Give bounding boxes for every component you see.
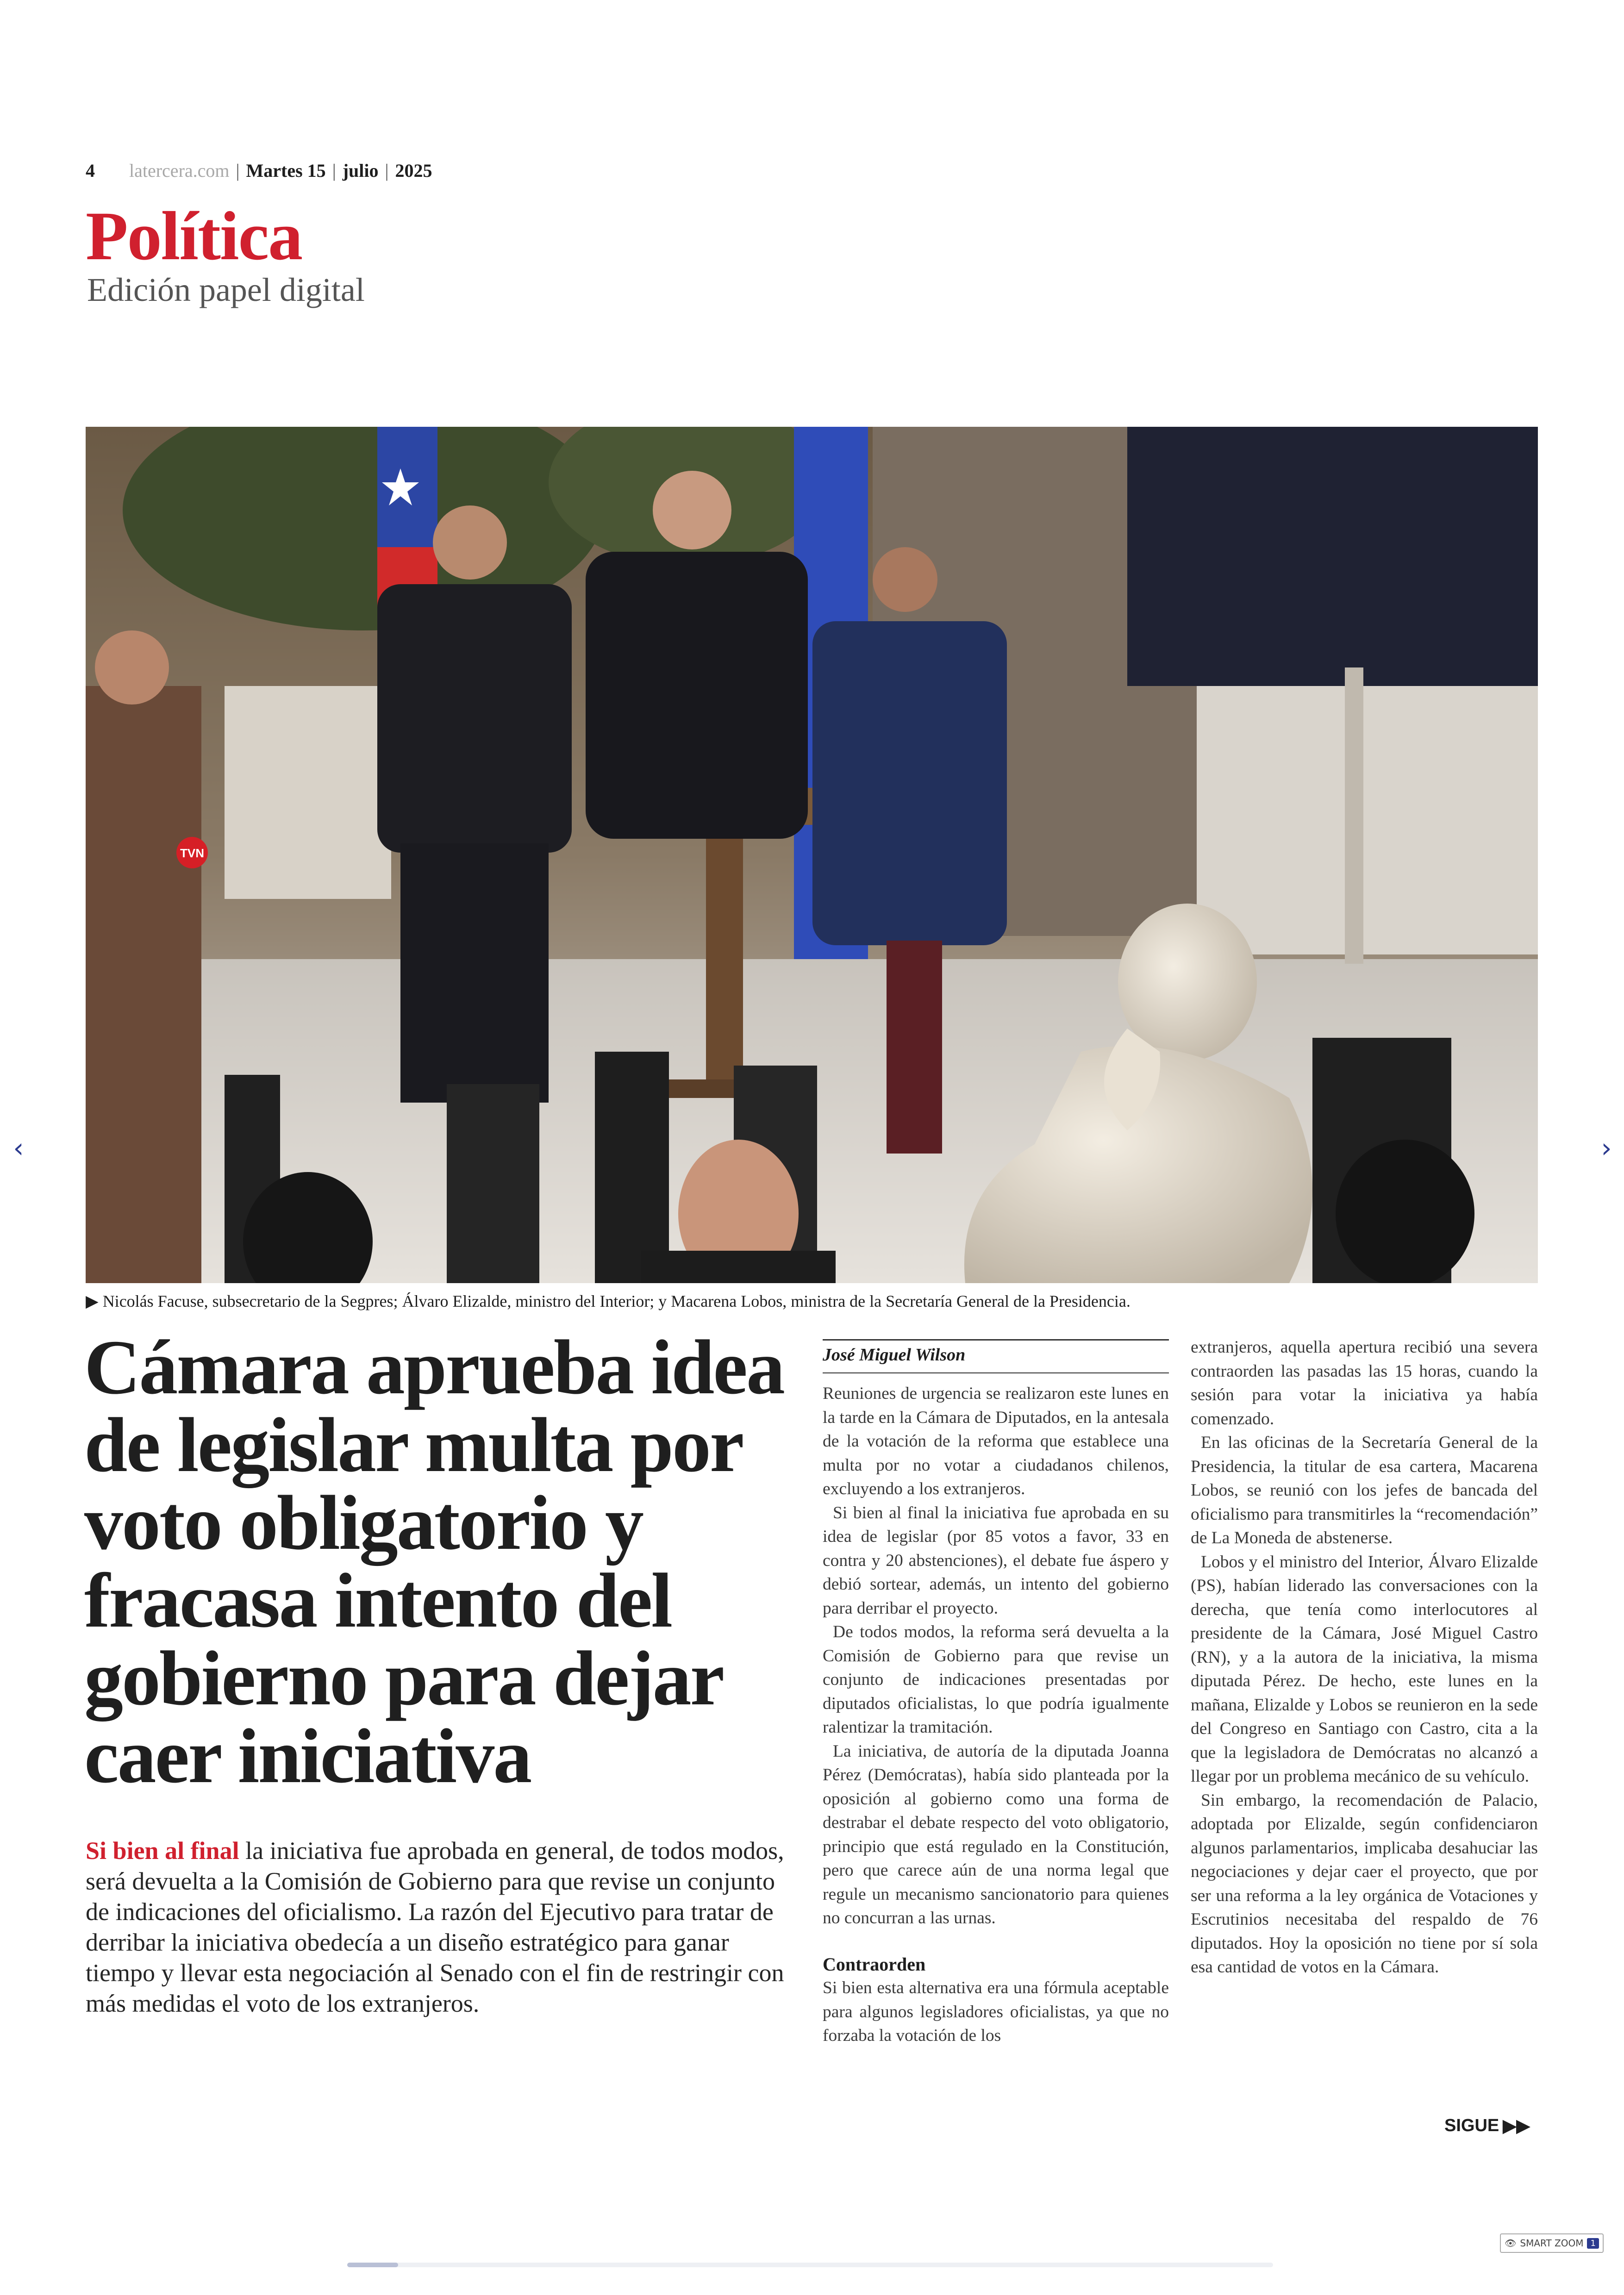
site-name: latercera.com xyxy=(129,160,230,181)
lead-paragraph xyxy=(86,1835,794,2019)
body-paragraph: La iniciativa, de autoría de la diputada Joanna Pérez (Demócratas), había sido planteada por la oposición al gobierno como una forma de destrabar el debate respecto del voto obligatorio, principio que está regulado en la Constitución, pero que carece aún de una norma legal que regule un mecanismo sancionatorio para quienes no concurran a las urnas. xyxy=(823,1741,1169,1927)
page-badge: 1 xyxy=(1587,2238,1599,2249)
smart-zoom-label: SMART ZOOM xyxy=(1520,2238,1584,2249)
photo-caption xyxy=(86,1291,1538,1311)
byline: José Miguel Wilson xyxy=(823,1345,966,1365)
continue-link[interactable] xyxy=(1444,2115,1530,2136)
article-photo xyxy=(86,427,1538,1283)
double-arrow-icon: ▶▶ xyxy=(1503,2116,1530,2136)
article-column-2 xyxy=(1191,1335,1538,1979)
date-month: julio xyxy=(342,160,379,181)
continue-label: SIGUE xyxy=(1444,2116,1499,2135)
body-paragraph: Si bien al final la iniciativa fue aprobada en su idea de legislar (por 85 votos a favor, 33 en contra y 20 abstenciones), el debate fue áspero y debió sortear, además, un intento del gobierno para derribar el proyecto. xyxy=(823,1503,1169,1618)
smart-zoom-button[interactable] xyxy=(1500,2233,1604,2253)
divider: | xyxy=(236,160,240,181)
caption-text: Nicolás Facuse, subsecretario de la Segpres; Álvaro Elizalde, ministro del Interior; y Macarena Lobos, ministra de la Secretaría General de la Presidencia. xyxy=(102,1292,1131,1310)
page-number: 4 xyxy=(86,160,95,181)
next-page-button[interactable] xyxy=(1593,1129,1620,1166)
lead-kicker: Si bien al final xyxy=(86,1837,239,1865)
date-year: 2025 xyxy=(395,160,432,181)
body-paragraph: Sin embargo, la recomendación de Palacio, adoptada por Elizalde, según confidenciaron algunos parlamentarios, implicaba desahuciar las negociaciones y dejar caer el proyecto, que por ser una reforma a la ley orgánica de Votaciones y Escrutinios necesitaba del respaldo de 76 diputados. Hoy la oposición no tiene por sí sola esa cantidad de votos en la Cámara. xyxy=(1191,1790,1538,1977)
body-paragraph: De todos modos, la reforma será devuelta a la Comisión de Gobierno para que revise un conjunto de indicaciones presentadas por diputados oficialistas, lo que podría igualmente ralentizar la tramitación. xyxy=(823,1622,1169,1737)
body-paragraph: Si bien esta alternativa era una fórmula aceptable para algunos legisladores oficialistas, ya que no forzaba la votación de los xyxy=(823,1978,1169,2045)
caption-arrow-icon: ▶ xyxy=(86,1292,103,1310)
masthead xyxy=(86,160,432,181)
divider: | xyxy=(332,160,336,181)
body-paragraph: En las oficinas de la Secretaría General de la Presidencia, la titular de esa cartera, Macarena Lobos, se reunió con los jefes de bancada del oficialismo para transmitirles la “recomendación” de La Moneda de abstenerse. xyxy=(1191,1433,1538,1547)
divider: | xyxy=(385,160,389,181)
byline-rule xyxy=(823,1372,1169,1373)
horizontal-scrollbar[interactable] xyxy=(347,2263,1273,2267)
edition-label: Edición papel digital xyxy=(87,271,365,308)
mic-label: TVN xyxy=(180,846,204,860)
headline: Cámara aprueba idea de legislar multa por voto obligatorio y fracasa intento del gobierno para dejar caer iniciativa xyxy=(84,1324,784,1799)
scrollbar-thumb[interactable] xyxy=(347,2263,398,2267)
body-paragraph: Reuniones de urgencia se realizaron este lunes en la tarde en la Cámara de Diputados, en la antesala de la votación de la reforma que establece una multa por no votar a ciudadanos chilenos, excluyendo a los extranjeros. xyxy=(823,1384,1169,1498)
body-paragraph: extranjeros, aquella apertura recibió una severa contraorden las pasadas las 15 horas, cuando la sesión para votar la iniciativa ya había comenzado. xyxy=(1191,1338,1538,1428)
subhead: Contraorden xyxy=(823,1953,926,1975)
date-day: Martes 15 xyxy=(246,160,326,181)
body-paragraph: Lobos y el ministro del Interior, Álvaro Elizalde (PS), habían liderado las conversaciones con la derecha, que tenía como interlocutores al presidente de la Cámara, José Miguel Castro (RN), y a la autora de la iniciativa, la misma diputada Pérez. De hecho, este lunes en la mañana, Elizalde y Lobos se reunieron en la sede del Congreso en Santiago con Castro, cita a la que la legisladora de Demócratas no alcanzó a llegar por un problema mecánico de su vehículo. xyxy=(1191,1552,1538,1786)
previous-page-button[interactable] xyxy=(5,1129,32,1166)
lead-text: la iniciativa fue aprobada en general, de todos modos, será devuelta a la Comisión de Gobierno para que revise un conjunto de indicaciones del oficialismo. La razón del Ejecutivo para tratar de derribar la iniciativa obedecía a un diseño estratégico para ganar tiempo y llevar esta negociación al Senado con el fin de restringir con más medidas el voto de los extranjeros. xyxy=(86,1837,784,2017)
byline-rule xyxy=(823,1339,1169,1341)
chevron-right-icon: › xyxy=(1601,1132,1612,1164)
article-column-1 xyxy=(823,1382,1169,2048)
chevron-left-icon: ‹ xyxy=(13,1132,24,1164)
eye-icon: 👁 xyxy=(1505,2238,1517,2249)
section-title: Política xyxy=(86,198,302,274)
